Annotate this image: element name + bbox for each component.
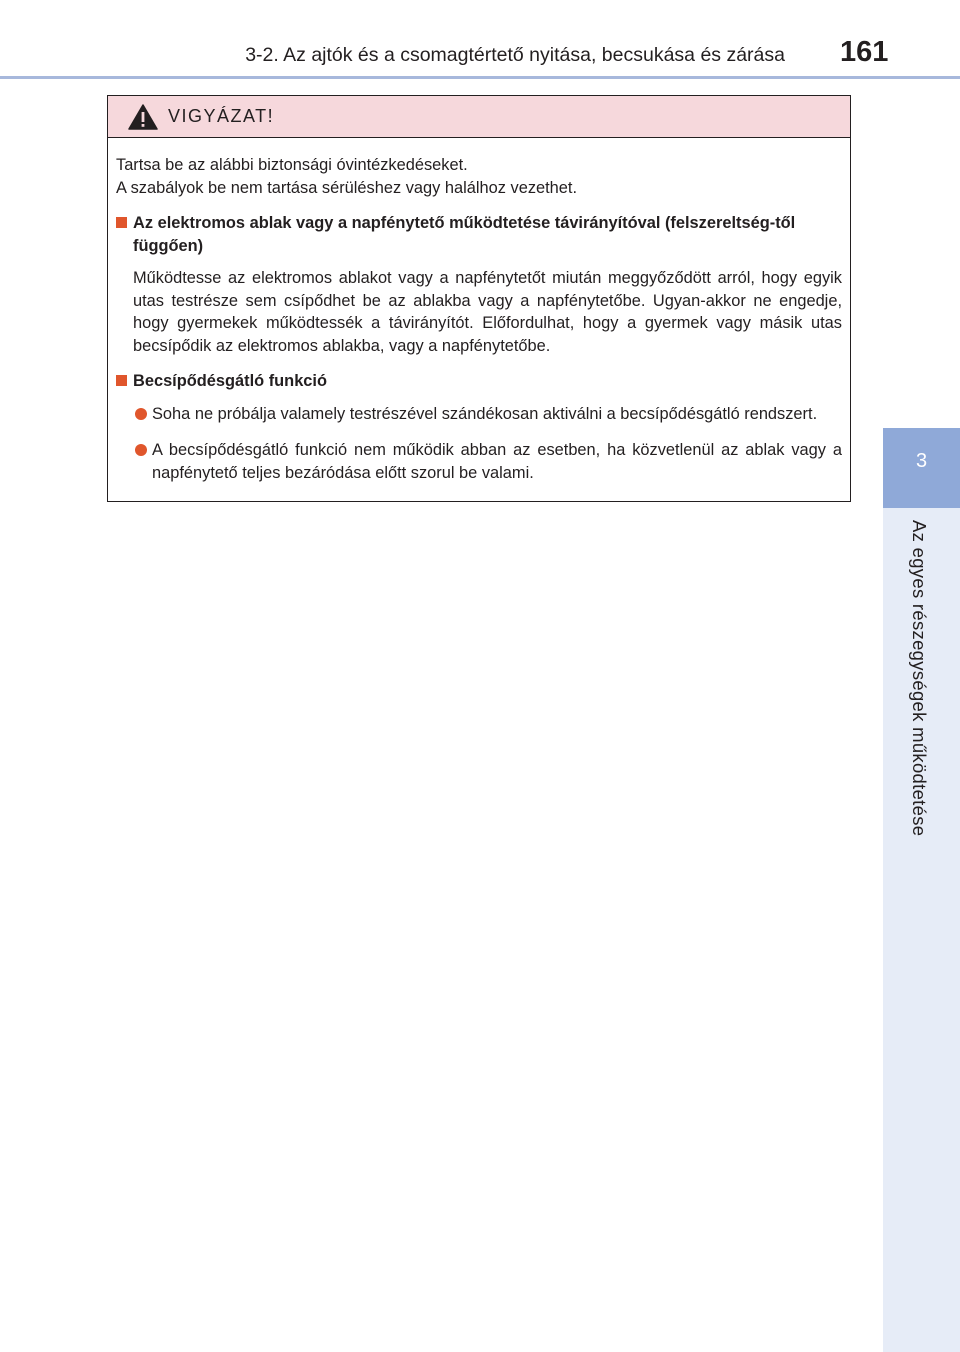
list-item-text: A becsípődésgátló funkció nem működik abban az esetben, ha közvetlenül az ablak vagy a napfénytető teljes bezáródása előtt szorul be valami. xyxy=(152,441,842,482)
header-divider xyxy=(0,76,960,79)
warning-title: VIGYÁZAT! xyxy=(168,106,275,126)
list-item xyxy=(116,439,842,484)
chapter-label: Az egyes részegységek működtetése xyxy=(909,520,930,837)
section-heading-text: Becsípődésgátló funkció xyxy=(133,372,327,390)
chapter-number: 3 xyxy=(915,450,928,472)
section-paragraph: Működtesse az elektromos ablakot vagy a napfénytetőt miután meggyőződött arról, hogy egyik utas testrésze sem csípődhet be az ablakba vagy a napfénytetőbe. Ugyan-akkor ne engedje, hogy gyermekek működtessék a távirányítót. Előfordulhat, hogy a gyermek vagy másik utas becsípődik az elektromos ablakba, vagy a napfénytetőbe. xyxy=(133,269,842,355)
intro-line: Tartsa be az alábbi biztonsági óvintézkedéseket. xyxy=(116,156,468,174)
list-item-text: Soha ne próbálja valamely testrészével szándékosan aktiválni a becsípődésgátló rendszert. xyxy=(152,404,818,423)
square-bullet-icon xyxy=(116,217,127,228)
warning-body xyxy=(108,138,850,484)
round-bullet-icon xyxy=(135,444,147,456)
section-title: 3-2. Az ajtók és a csomagtértető nyitása, becsukása és zárása xyxy=(245,44,785,66)
warning-header xyxy=(108,96,850,138)
intro-line: A szabályok be nem tartása sérüléshez vagy halálhoz vezethet. xyxy=(116,178,578,197)
round-bullet-icon xyxy=(135,408,147,420)
section-heading-text: Az elektromos ablak vagy a napfénytető működtetése távirányítóval (felszereltség-től függően) xyxy=(133,214,796,255)
page-number: 161 xyxy=(840,36,889,68)
square-bullet-icon xyxy=(116,375,127,386)
warning-box xyxy=(107,95,851,502)
list-item xyxy=(116,403,842,426)
section-heading-remote-operation xyxy=(116,212,842,257)
section-heading-jam-protection xyxy=(116,370,842,393)
warning-triangle-icon xyxy=(128,104,158,130)
chapter-tab xyxy=(883,428,960,508)
